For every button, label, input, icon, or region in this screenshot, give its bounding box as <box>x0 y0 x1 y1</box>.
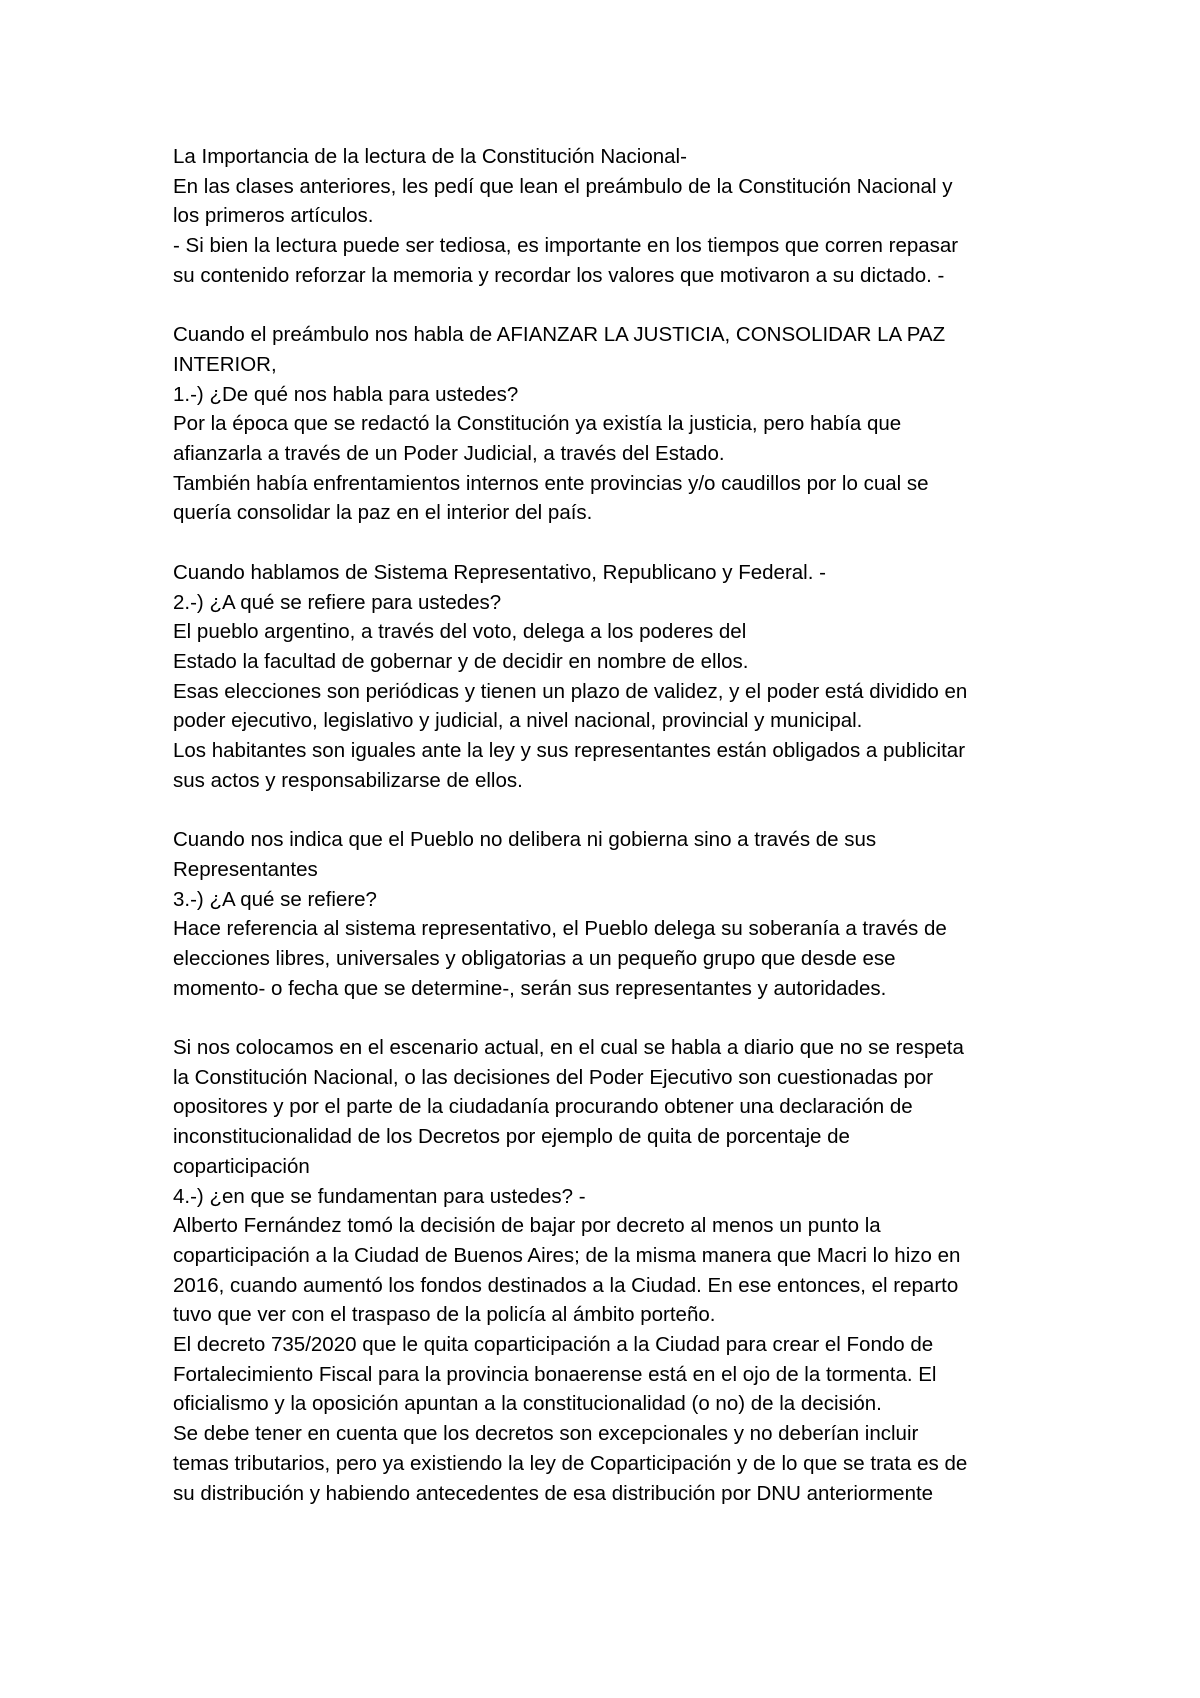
blank-line <box>173 1003 1073 1033</box>
paragraph-line: - Si bien la lectura puede ser tediosa, es importante en los tiempos que corren repasar <box>173 234 959 258</box>
paragraph-line: 2016, cuando aumentó los fondos destinados a la Ciudad. En ese entonces, el reparto <box>173 1273 959 1297</box>
paragraph-line: 3.-) ¿A qué se refiere? <box>173 887 377 911</box>
paragraph-line: los primeros artículos. <box>173 204 374 228</box>
paragraph-line: Representantes <box>173 857 318 881</box>
paragraph-line: El pueblo argentino, a través del voto, delega a los poderes del <box>173 620 747 644</box>
blank-line <box>173 291 1073 321</box>
paragraph-line: También había enfrentamientos internos ente provincias y/o caudillos por lo cual se <box>173 471 929 495</box>
paragraph-line: Alberto Fernández tomó la decisión de bajar por decreto al menos un punto la <box>173 1214 881 1238</box>
paragraph-line: Fortalecimiento Fiscal para la provincia bonaerense está en el ojo de la tormenta. El <box>173 1362 937 1386</box>
paragraph-line: 1.-) ¿De qué nos habla para ustedes? <box>173 382 519 406</box>
paragraph-line: temas tributarios, pero ya existiendo la ley de Coparticipación y de lo que se trata es de <box>173 1451 968 1475</box>
paragraph-line: su distribución y habiendo antecedentes de esa distribución por DNU anteriormente <box>173 1481 934 1505</box>
paragraph-line: 2.-) ¿A qué se refiere para ustedes? <box>173 590 502 614</box>
paragraph-line: la Constitución Nacional, o las decisiones del Poder Ejecutivo son cuestionadas por <box>173 1065 934 1089</box>
paragraph-line: Se debe tener en cuenta que los decretos son excepcionales y no deberían incluir <box>173 1422 919 1446</box>
paragraph-line: Estado la facultad de gobernar y de decidir en nombre de ellos. <box>173 649 749 673</box>
paragraph-line: Si nos colocamos en el escenario actual, en el cual se habla a diario que no se respeta <box>173 1036 964 1060</box>
blank-line <box>173 528 1073 558</box>
paragraph-line: Cuando el preámbulo nos habla de AFIANZAR LA JUSTICIA, CONSOLIDAR LA PAZ <box>173 323 946 347</box>
paragraph-line: INTERIOR, <box>173 352 277 376</box>
paragraph-line: poder ejecutivo, legislativo y judicial, a nivel nacional, provincial y municipal. <box>173 709 863 733</box>
paragraph-line: En las clases anteriores, les pedí que lean el preámbulo de la Constitución Nacional y <box>173 174 953 198</box>
paragraph-line: Hace referencia al sistema representativo, el Pueblo delega su soberanía a través de <box>173 917 947 941</box>
paragraph-line: tuvo que ver con el traspaso de la policía al ámbito porteño. <box>173 1303 716 1327</box>
paragraph-line: elecciones libres, universales y obligatorias a un pequeño grupo que desde ese <box>173 946 896 970</box>
paragraph-line: su contenido reforzar la memoria y recordar los valores que motivaron a su dictado. - <box>173 263 945 287</box>
document-body <box>173 142 1073 1508</box>
paragraph-line: Cuando nos indica que el Pueblo no delibera ni gobierna sino a través de sus <box>173 828 877 852</box>
paragraph-line: Esas elecciones son periódicas y tienen un plazo de validez, y el poder está dividido en <box>173 679 968 703</box>
paragraph-line: coparticipación <box>173 1154 310 1178</box>
paragraph-line: sus actos y responsabilizarse de ellos. <box>173 768 523 792</box>
blank-line <box>173 795 1073 825</box>
paragraph-line: 4.-) ¿en que se fundamentan para ustedes? - <box>173 1184 586 1208</box>
paragraph-line: El decreto 735/2020 que le quita coparticipación a la Ciudad para crear el Fondo de <box>173 1333 934 1357</box>
paragraph-line: inconstitucionalidad de los Decretos por ejemplo de quita de porcentaje de <box>173 1125 850 1149</box>
paragraph-line: Por la época que se redactó la Constitución ya existía la justicia, pero había que <box>173 412 902 436</box>
paragraph-line: momento- o fecha que se determine-, serán sus representantes y autoridades. <box>173 976 887 1000</box>
paragraph-line: Los habitantes son iguales ante la ley y sus representantes están obligados a publicitar <box>173 739 966 763</box>
paragraph-line: afianzarla a través de un Poder Judicial, a través del Estado. <box>173 442 725 466</box>
paragraph-line: opositores y por el parte de la ciudadanía procurando obtener una declaración de <box>173 1095 913 1119</box>
paragraph-line: quería consolidar la paz en el interior del país. <box>173 501 593 525</box>
document-title: La Importancia de la lectura de la Constitución Nacional- <box>173 145 687 168</box>
paragraph-line: Cuando hablamos de Sistema Representativo, Republicano y Federal. - <box>173 560 826 584</box>
paragraph-line: coparticipación a la Ciudad de Buenos Aires; de la misma manera que Macri lo hizo en <box>173 1243 961 1267</box>
paragraph-line: oficialismo y la oposición apuntan a la constitucionalidad (o no) de la decisión. <box>173 1392 882 1416</box>
